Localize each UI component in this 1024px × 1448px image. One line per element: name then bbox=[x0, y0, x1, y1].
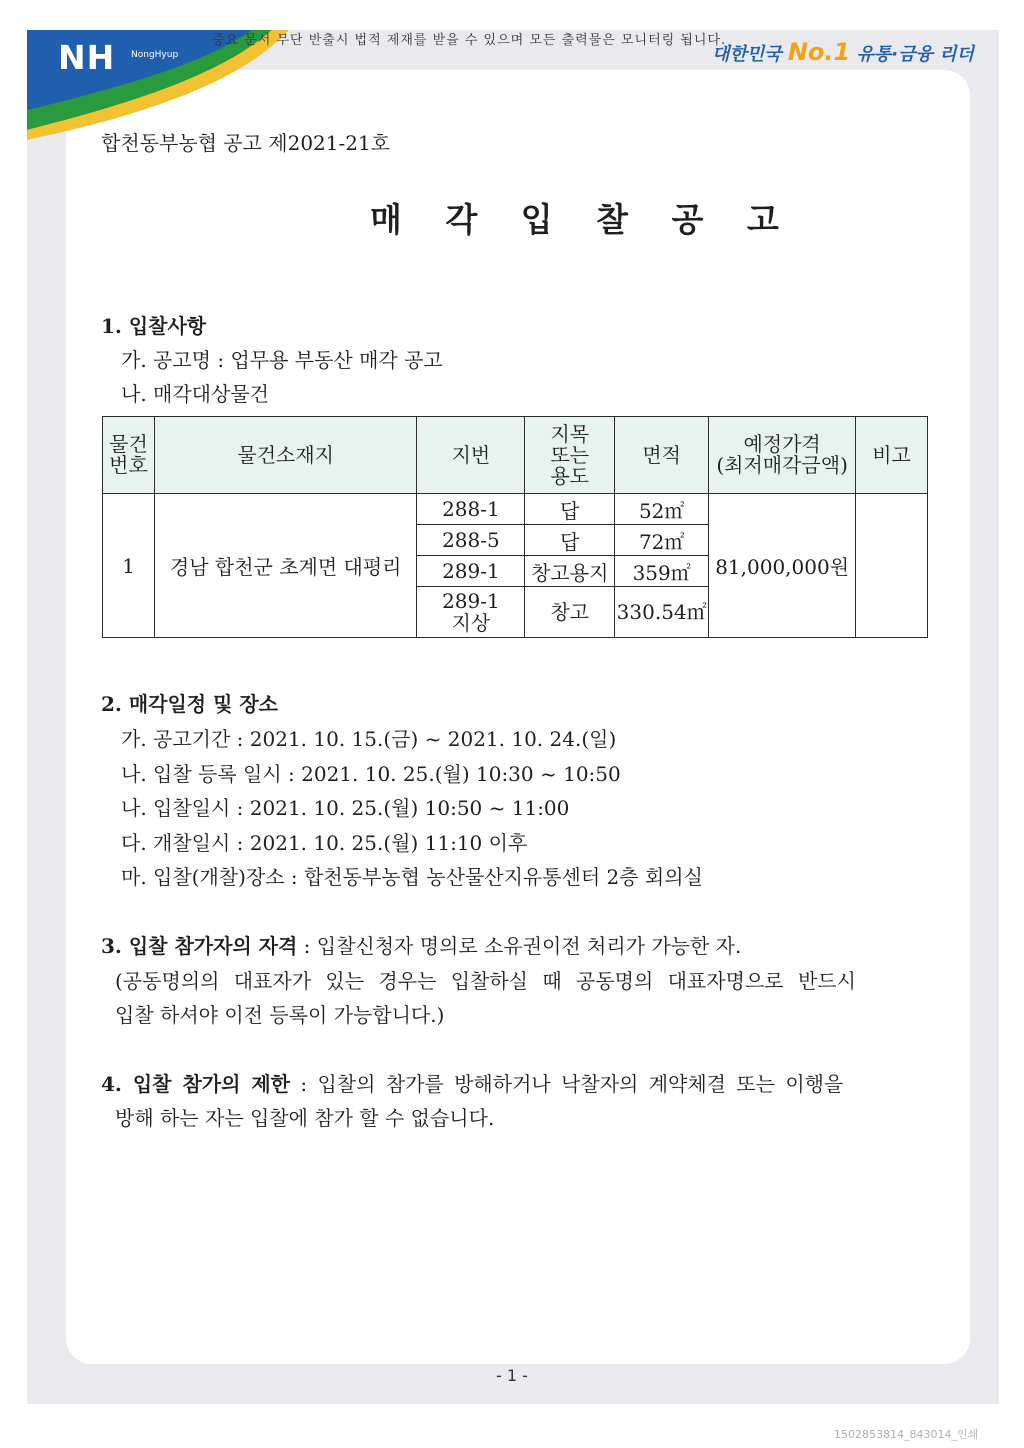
section4-first-line bbox=[101, 1068, 843, 1097]
section2-line-2: 나. 입찰 등록 일시 : 2021. 10. 25.(월) 10:30 ~ 10:50 bbox=[121, 762, 621, 786]
cell-use: 답 bbox=[525, 525, 615, 556]
header-item-no bbox=[103, 417, 155, 494]
table-row bbox=[103, 494, 928, 525]
section2-line-3: 나. 입찰일시 : 2021. 10. 25.(월) 10:50 ~ 11:00 bbox=[121, 796, 570, 820]
cell-lot: 288-5 bbox=[417, 525, 525, 556]
nh-logo: NH bbox=[58, 38, 116, 77]
cell-location: 경남 합천군 초계면 대평리 bbox=[154, 494, 417, 638]
cell-use: 창고용지 bbox=[525, 556, 615, 587]
cell-area: 52㎡ bbox=[615, 494, 709, 525]
table-header-row bbox=[103, 417, 928, 494]
cell-use: 답 bbox=[525, 494, 615, 525]
cell-area: 330.54㎡ bbox=[615, 587, 709, 638]
header-item-no-line2: 번호 bbox=[109, 453, 148, 477]
section1-heading: 1. 입찰사항 bbox=[101, 314, 207, 338]
header-use bbox=[525, 417, 615, 494]
confidentiality-warning: 중요 문서 무단 반출시 법적 제재를 받을 수 있으며 모든 출력물은 모니터링 됩니다. bbox=[212, 33, 727, 48]
section1-item-a: 가. 공고명 : 업무용 부동산 매각 공고 bbox=[121, 348, 443, 372]
notice-number: 합천동부농협 공고 제2021-21호 bbox=[101, 131, 391, 155]
property-table bbox=[102, 416, 928, 638]
header-use-line2: 또는 bbox=[550, 442, 590, 467]
header-use-line1: 지목 bbox=[550, 421, 590, 446]
header-price-line2: (최저매각금액) bbox=[716, 453, 848, 477]
section3-line-2: (공동명의의 대표자가 있는 경우는 입찰하실 때 공동명의 대표자명으로 반드시 bbox=[115, 969, 856, 993]
cell-lot-line1: 289-1 bbox=[442, 589, 500, 613]
cell-use: 창고 bbox=[525, 587, 615, 638]
page-number: - 1 - bbox=[496, 1366, 528, 1385]
header-area: 면적 bbox=[615, 417, 709, 494]
cell-item-no: 1 bbox=[103, 494, 155, 638]
cell-lot-line2: 지상 bbox=[451, 611, 491, 635]
slogan-suffix: 유통·금융 리더 bbox=[856, 44, 974, 65]
footer-print-code: 1502853814_843014_인쇄 bbox=[834, 1428, 979, 1441]
cell-lot bbox=[417, 587, 525, 638]
section2-line-5: 마. 입찰(개찰)장소 : 합천동부농협 농산물산지유통센터 2층 회의실 bbox=[121, 865, 703, 889]
section3-heading: 3. 입찰 참가자의 자격 bbox=[101, 934, 298, 958]
header-note: 비고 bbox=[856, 417, 928, 494]
document-title: 매 각 입 찰 공 고 bbox=[370, 200, 795, 239]
section2-line-1: 가. 공고기간 : 2021. 10. 15.(금) ~ 2021. 10. 24.(일) bbox=[121, 727, 617, 751]
nh-logo-subtext: NongHyup bbox=[131, 50, 179, 60]
cell-lot: 289-1 bbox=[417, 556, 525, 587]
section4-line-2: 방해 하는 자는 입찰에 참가 할 수 없습니다. bbox=[115, 1106, 495, 1130]
cell-area: 72㎡ bbox=[615, 525, 709, 556]
section2-line-4: 다. 개찰일시 : 2021. 10. 25.(월) 11:10 이후 bbox=[121, 831, 528, 855]
slogan-no1: No.1 bbox=[787, 38, 851, 66]
header-price-line1: 예정가격 bbox=[743, 432, 821, 456]
cell-area: 359㎡ bbox=[615, 556, 709, 587]
cell-price: 81,000,000원 bbox=[709, 494, 856, 638]
section2-heading: 2. 매각일정 및 장소 bbox=[101, 692, 279, 716]
cell-lot: 288-1 bbox=[417, 494, 525, 525]
header-price bbox=[709, 417, 856, 494]
document-sheet bbox=[66, 70, 970, 1364]
section3-first-line bbox=[101, 930, 741, 959]
cell-note bbox=[856, 494, 928, 638]
slogan-prefix: 대한민국 bbox=[712, 44, 782, 65]
header-use-line3: 용도 bbox=[550, 463, 590, 488]
section1-item-b: 나. 매각대상물건 bbox=[121, 382, 269, 406]
section4-heading: 4. 입찰 참가의 제한 bbox=[101, 1072, 291, 1096]
header-location: 물건소재지 bbox=[154, 417, 417, 494]
section3-line-3: 입찰 하셔야 이전 등록이 가능합니다.) bbox=[115, 1003, 445, 1027]
section4-text: : 입찰의 참가를 방해하거나 낙찰자의 계약체결 또는 이행을 bbox=[290, 1072, 844, 1096]
section3-text: : 입찰신청자 명의로 소유권이전 처리가 가능한 자. bbox=[297, 934, 742, 958]
header-item-no-line1: 물건 bbox=[109, 432, 148, 456]
slogan bbox=[712, 38, 974, 66]
header-lot: 지번 bbox=[417, 417, 525, 494]
